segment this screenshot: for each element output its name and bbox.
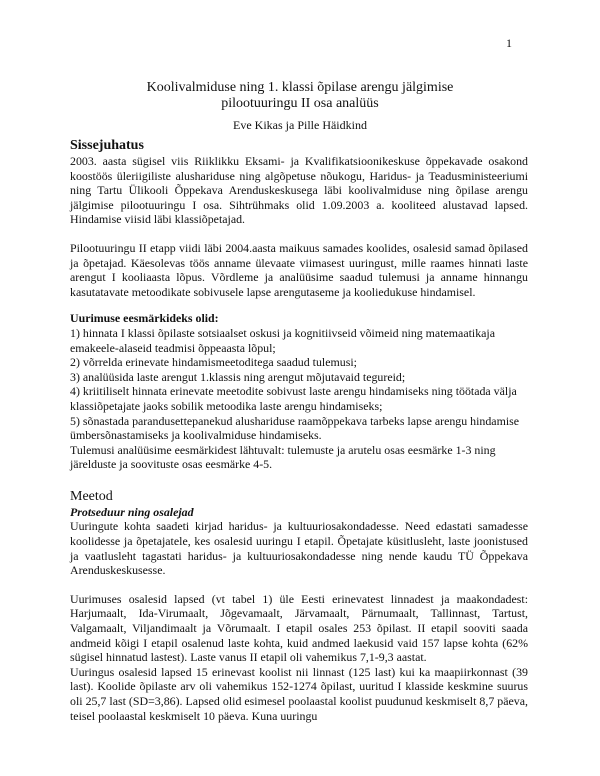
goal-item-5: 5) sõnastada parandusettepanekud alushariduse raamõppekava tarbeks lapse arengu hindamise ümbersõnastamiseks ja koolivalmiduse hindamiseks. (70, 413, 520, 443)
method-paragraph-3: Uuringus osalesid lapsed 15 erinevast koolist nii linnast (125 last) kui ka maapiirkonnast (39 last). Koolide õpilaste arv oli vahemikus 152-1274 õpilast, uuritud I klasside keskmine suurus oli 25,7 last (SD=3,86). Lapsed olid esimesel poolaastal koolist puudunud keskmiselt 8,7 päeva, teisel poolaastal keskmiselt 10 päeva. Kuna uuringu (70, 664, 528, 723)
title-line-1: Koolivalmiduse ning 1. klassi õpilase arengu jälgimise (146, 80, 454, 95)
goal-item-2: 2) võrrelda erinevate hindamismeetoditega saadud tulemusi; (70, 355, 357, 370)
intro-heading: Sissejuhatus (70, 138, 144, 153)
intro-paragraph-1: 2003. aasta sügisel viis Riiklikku Eksami- ja Kvalifikatsioonikeskuse õppekavade osakond koostöös üleriigiliste alushariduse ning algõpetuse nõukogu, Haridus- ja Teadusministeeriumi ning Tartu Ülikooli Õppekava Arenduskeskusega läbi koolivalmiduse ning õpilase arengu jälgimise pilootuuringu I osa. Sihtrühmaks olid 1.09.2003 a. kooliteed alustavad lapsed. Hindamise viisid läbi klassiõpetajad. (70, 154, 528, 227)
method-paragraph-2: Uurimuses osalesid lapsed (vt tabel 1) üle Eesti erinevatest linnadest ja maakondadest: Harjumaalt, Ida-Virumaalt, Jõgevamaalt, Järvamaalt, Pärnumaalt, Tallinnast, Tartust, Valgamaalt, Viljandimaalt ja Võrumaalt. I etapil osales 253 õpilast. II etapil sooviti saada andmeid kõigi I etapil osalenud laste kohta, kuid andmed laekusid vaid 157 lapse kohta (62% sügisel hinnatud lastest). Laste vanus II etapil oli vahemikus 7,1-9,3 aastat. (70, 591, 528, 665)
goals-heading: Uurimuse eesmärkideks olid: (70, 311, 219, 326)
document-body (70, 138, 528, 723)
goals-note: Tulemusi analüüsime eesmärkidest lähtuvalt: tulemuste ja arutelu osas eesmärke 1-3 ning järelduste ja soovituste osas eesmärke 4-5. (70, 442, 496, 472)
goal-item-1: 1) hinnata I klassi õpilaste sotsiaalset oskusi ja kognitiivseid võimeid ning matemaatikaja emakeele-alaseid teadmisi õppeaasta lõpul; (70, 325, 496, 355)
goal-item-3: 3) analüüsida laste arengut 1.klassis ning arengut mõjutavaid tegureid; (70, 369, 406, 384)
title-line-2: pilootuuringu II osa analüüs (221, 96, 379, 111)
document-title (0, 80, 600, 112)
goals-list (70, 326, 528, 472)
goal-item-4: 4) kriitiliselt hinnata erinevate meetodite sobivust laste arengu hindamiseks ning töötada välja klassiõpetajate jaoks sobilik metoodika laste arengu hindamiseks; (70, 384, 517, 413)
authors: Eve Kikas ja Pille Häidkind (233, 118, 367, 132)
method-paragraph-1: Uuringute kohta saadeti kirjad haridus- ja kultuuriosakondadesse. Need edastati samadesse koolidesse ja õpetajatele, kes osalesid uuringu I etapil. Õpetajate küsitlusleht, laste joonistused ja vaatlusleht tagastati haridus- ja kultuuriosakondadesse ning nende kaudu TÜ Õppekava Arenduskeskusesse. (70, 519, 528, 578)
method-heading: Meetod (70, 488, 113, 504)
page-number: 1 (506, 36, 512, 50)
intro-paragraph-2: Pilootuuringu II etapp viidi läbi 2004.aasta maikuus samades koolides, osalesid samad õpilased ja õpetajad. Käesolevas töös anname ülevaate viimasest uuringust, mille raames hinnati laste arengut I kooliaasta lõpus. Võrdleme ja analüüsime saadud tulemusi ja anname hinnangu kasutatavate metoodikate sobivusele lapse arengutaseme ja kooliedukuse hindamisel. (70, 240, 528, 299)
method-subheading: Protseduur ning osalejad (70, 504, 194, 519)
